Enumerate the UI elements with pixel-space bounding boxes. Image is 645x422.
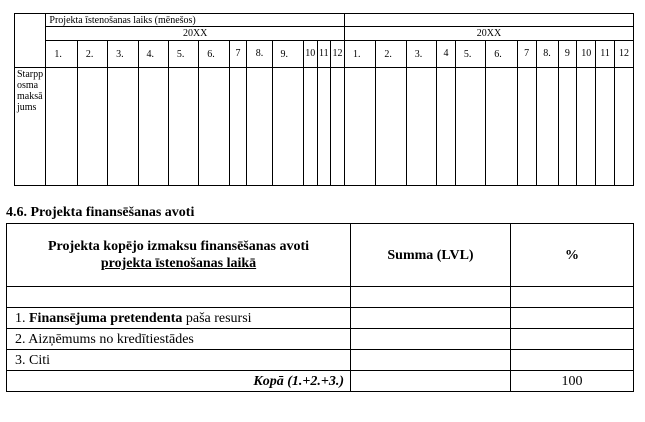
row1-bold: Finansējuma pretendenta (29, 310, 183, 326)
month-header: 1. (46, 41, 77, 68)
month-header: 5. (455, 41, 485, 68)
timeline-cell[interactable] (437, 68, 456, 186)
finance-row-own-resources (7, 308, 351, 329)
month-header: 7 (517, 41, 536, 68)
month-header: 3. (108, 41, 138, 68)
month-header: 8. (536, 41, 558, 68)
month-header: 12 (615, 41, 634, 68)
finance-total-label: Kopā (1.+2.+3.) (7, 371, 351, 392)
timeline-title-filler (344, 14, 633, 27)
finance-percent-cell[interactable] (511, 350, 634, 371)
month-header: 2. (77, 41, 107, 68)
finance-header-percent: % (511, 224, 634, 287)
month-header: 9. (272, 41, 303, 68)
finance-percent-cell[interactable] (511, 308, 634, 329)
finance-row-loan: 2. Aizņēmums no kredītiestādes (7, 329, 351, 350)
month-header: 8. (247, 41, 272, 68)
finance-percent-cell[interactable] (511, 329, 634, 350)
finance-header-sources (7, 224, 351, 287)
month-header: 10 (303, 41, 317, 68)
timeline-cell[interactable] (536, 68, 558, 186)
timeline-cell[interactable] (455, 68, 485, 186)
month-header: 2. (376, 41, 406, 68)
timeline-cell[interactable] (317, 68, 331, 186)
month-header: 4 (437, 41, 456, 68)
year-1-header: 20XX (46, 27, 345, 41)
month-header: 1. (344, 41, 375, 68)
month-header: 5. (168, 41, 198, 68)
finance-total-sum[interactable] (351, 371, 511, 392)
timeline-cell[interactable] (247, 68, 272, 186)
month-header: 3. (406, 41, 436, 68)
finance-table (6, 223, 634, 392)
timeline-cell[interactable] (108, 68, 138, 186)
timeline-cell[interactable] (229, 68, 247, 186)
timeline-cell[interactable] (331, 68, 345, 186)
timeline-table (14, 13, 634, 186)
finance-sum-cell[interactable] (351, 308, 511, 329)
month-header: 4. (138, 41, 168, 68)
timeline-title: Projekta īstenošanas laiks (mēnešos) (46, 14, 345, 27)
month-header: 7 (229, 41, 247, 68)
finance-empty-cell[interactable] (511, 287, 634, 308)
timeline-cell[interactable] (486, 68, 517, 186)
finance-sum-cell[interactable] (351, 350, 511, 371)
finance-header-sources-line2: projekta īstenošanas laikā (100, 256, 257, 271)
timeline-cell[interactable] (558, 68, 577, 186)
timeline-cell[interactable] (517, 68, 536, 186)
finance-header-sum: Summa (LVL) (351, 224, 511, 287)
timeline-cell[interactable] (199, 68, 229, 186)
month-header: 11 (596, 41, 615, 68)
section-heading: 4.6. Projekta finansēšanas avoti (6, 205, 195, 220)
row1-prefix: 1. (15, 310, 29, 326)
month-header: 12 (331, 41, 345, 68)
corner-cell (15, 14, 46, 68)
finance-empty-cell[interactable] (7, 287, 351, 308)
year-2-header: 20XX (344, 27, 633, 41)
timeline-cell[interactable] (46, 68, 77, 186)
timeline-cell[interactable] (596, 68, 615, 186)
timeline-cell[interactable] (168, 68, 198, 186)
timeline-cell[interactable] (406, 68, 436, 186)
timeline-cell[interactable] (344, 68, 375, 186)
month-header: 6. (199, 41, 229, 68)
timeline-cell[interactable] (376, 68, 406, 186)
finance-total-percent: 100 (511, 371, 634, 392)
finance-header-sources-line1: Projekta kopējo izmaksu finansēšanas avoti (47, 239, 310, 254)
timeline-cell[interactable] (615, 68, 634, 186)
month-header: 9 (558, 41, 577, 68)
timeline-cell[interactable] (577, 68, 596, 186)
finance-sum-cell[interactable] (351, 329, 511, 350)
timeline-cell[interactable] (77, 68, 107, 186)
month-header: 6. (486, 41, 517, 68)
row1-suffix: paša resursi (182, 310, 252, 326)
timeline-cell[interactable] (272, 68, 303, 186)
month-header: 11 (317, 41, 331, 68)
timeline-cell[interactable] (138, 68, 168, 186)
finance-row-other: 3. Citi (7, 350, 351, 371)
row-label-interim-payment: Starpposma maksājums (15, 68, 46, 186)
finance-empty-cell[interactable] (351, 287, 511, 308)
timeline-cell[interactable] (303, 68, 317, 186)
month-header: 10 (577, 41, 596, 68)
